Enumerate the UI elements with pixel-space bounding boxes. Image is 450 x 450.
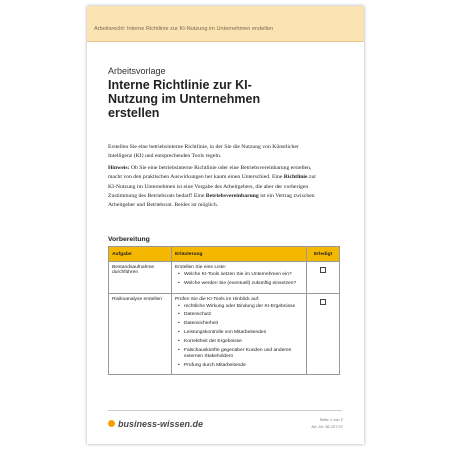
- done-cell: [307, 262, 340, 294]
- header-text: Arbeitsrecht: Interne Richtlinie zur KI-Nutzung im Unternehmen erstellen: [94, 26, 274, 32]
- footer-divider: [108, 410, 342, 411]
- table-row: [109, 293, 340, 375]
- list-item: • Korrektheit der Ergebnisse: [184, 339, 303, 345]
- document-title: Interne Richtlinie zur KI-Nutzung im Unternehmen erstellen: [108, 78, 261, 120]
- header-divider: [87, 41, 364, 42]
- note-paragraph: [108, 164, 324, 210]
- column-header-task: Aufgabe: [109, 247, 172, 262]
- explanation-cell: [172, 262, 307, 294]
- list-item: • Falschauskünfte gegenüber Kunden und anderen externen Stakeholdern: [184, 348, 303, 360]
- column-header-done: Erledigt: [307, 247, 340, 262]
- note-bold-1: Richtlinie: [283, 174, 308, 181]
- done-checkbox[interactable]: [320, 267, 326, 273]
- note-text-3: ist ein Vertrag zwischen Arbeitgeber und Betriebsrat. Beides ist möglich.: [108, 192, 315, 209]
- table-row: [109, 262, 340, 294]
- list-item: • Welche KI-Tools setzen Sie im Unternehmen ein?: [184, 272, 303, 278]
- section-heading: Vorbereitung: [108, 236, 150, 243]
- task-cell: Bestandsaufnahme durchführen: [109, 262, 172, 294]
- explanation-lead: Erstellen Sie eine Liste:: [175, 265, 227, 270]
- document-page: [87, 6, 364, 444]
- explanation-lead: Prüfen Sie die KI-Tools im Hinblick auf:: [175, 296, 260, 302]
- note-text-2: zur KI-Nutzung im Unternehmen ist eine Vorgabe des Arbeitgebers, die aber der vorherigen Zustimmung des Betriebsrats bedarf! Eine: [108, 174, 317, 199]
- explanation-list: [175, 272, 303, 287]
- list-item: • Prüfung durch Mitarbeitende: [184, 363, 303, 369]
- table-header-row: [109, 247, 340, 262]
- note-text-1: Ob Sie eine betriebsinterne Richtlinie oder eine Betriebsvereinbarung erstellen, macht von den praktischen Auswirkungen her kaum einen Unterschied. Eine: [108, 165, 312, 181]
- list-item: • Leistungskontrolle von Mitarbeitenden: [184, 330, 303, 336]
- page-header: [87, 6, 364, 42]
- list-item: • Welche werden Sie (eventuell) zukünftig einsetzen?: [184, 281, 303, 287]
- done-checkbox[interactable]: [320, 299, 326, 305]
- explanation-cell: [172, 293, 307, 375]
- done-cell: [307, 293, 340, 375]
- list-item: • Datenschutz: [184, 312, 303, 318]
- page-number: Seite 1 von 2: [319, 417, 343, 422]
- task-table: [108, 246, 340, 375]
- list-item: • Datensicherheit: [184, 321, 303, 327]
- list-item: • rechtliche Wirkung oder Bindung der KI-Ergebnisse: [184, 304, 303, 310]
- column-header-explanation: Erläuterung: [172, 247, 307, 262]
- document-subtitle: Arbeitsvorlage: [108, 66, 166, 76]
- article-number: Art.-Nr. 06.227.07: [311, 423, 343, 429]
- explanation-list: [175, 304, 303, 369]
- note-bold-2: Betriebsvereinbarung: [205, 192, 259, 199]
- page-info: [311, 417, 343, 430]
- note-label: Hinweis:: [108, 165, 130, 171]
- logo-text: business-wissen.de: [118, 419, 204, 429]
- intro-paragraph: Erstellen Sie eine betriebsinterne Richtlinie, in der Sie die Nutzung von Künstlicher Intelligenz (KI) und entsprechenden Tools regeln.: [108, 144, 299, 160]
- task-cell: Risikoanalyse erstellen: [109, 293, 172, 375]
- logo-dot-icon: [108, 420, 115, 427]
